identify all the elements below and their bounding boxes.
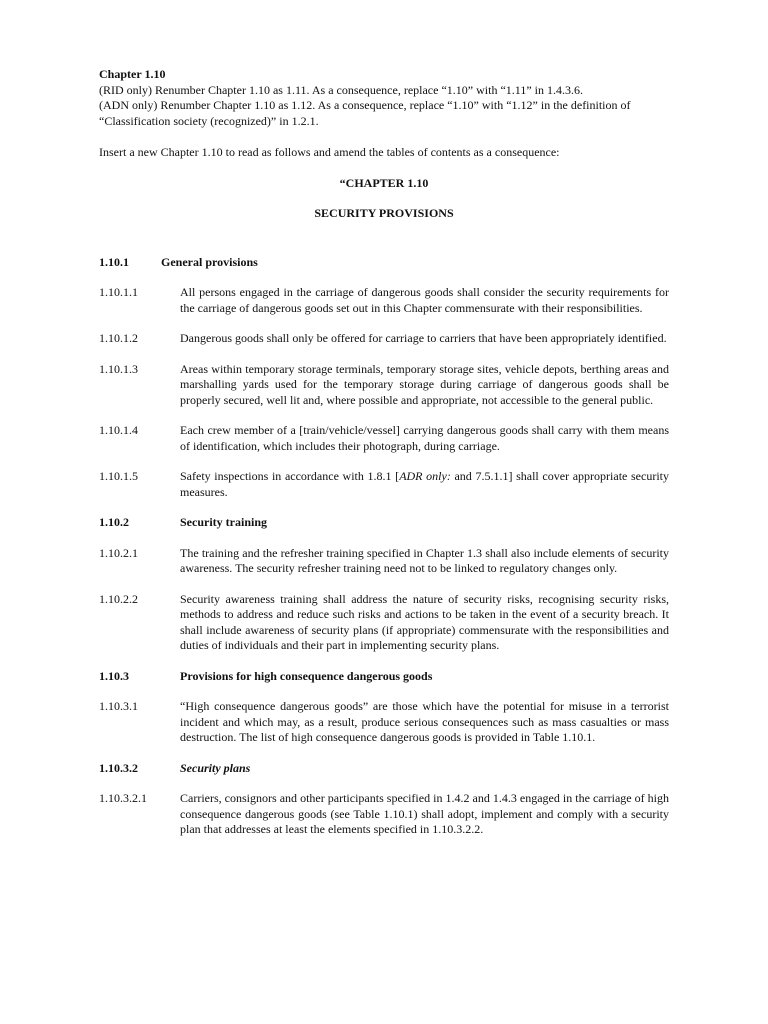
rid-instruction: (RID only) Renumber Chapter 1.10 as 1.11. As a consequence, replace “1.10” with “1.11” in 1.4.3.6.	[99, 82, 583, 97]
paragraph-number: 1.10.1.3	[99, 361, 138, 376]
chapter-title: “CHAPTER 1.10	[339, 175, 429, 190]
paragraph-number: 1.10.1.4	[99, 423, 138, 437]
paragraph-number: 1.10.1.2	[99, 331, 138, 345]
paragraph	[99, 331, 669, 347]
insert-instruction: Insert a new Chapter 1.10 to read as follows and amend the tables of contents as a consequence:	[99, 145, 560, 159]
paragraph-text: “High consequence dangerous goods” are those which have the potential for misuse in a terrorist incident and which may, as a result, produce serious consequences such as mass casualties or mass destruction. The list of high consequence dangerous goods is provided in Table 1.10.1.	[180, 699, 669, 744]
adr-only-note: ADR only:	[399, 469, 451, 483]
chapter-heading: Chapter 1.10	[99, 67, 166, 81]
subsection-heading	[99, 761, 669, 777]
paragraph-number: 1.10.1.1	[99, 285, 138, 299]
paragraph	[99, 592, 669, 654]
paragraph-text: Dangerous goods shall only be offered for carriage to carriers that have been appropriately identified.	[180, 331, 667, 345]
section-heading	[99, 669, 669, 685]
paragraph	[99, 791, 669, 838]
paragraph-number: 1.10.1.5	[99, 469, 138, 483]
subsection-title: Security plans	[180, 760, 251, 775]
paragraph-text: Security awareness training shall address the nature of security risks, recognising security risks, methods to address and reduce such risks and actions to be taken in the event of a security breach. It shall include awareness of security plans (if appropriate) commensurate with the responsibilities and duties of individuals and their part in implementing security plans.	[180, 591, 669, 652]
section-title: Provisions for high consequence dangerous goods	[180, 668, 433, 683]
paragraph	[99, 362, 669, 409]
paragraph	[99, 469, 669, 500]
section-title: Security training	[180, 515, 267, 529]
paragraph-number: 1.10.2.1	[99, 545, 138, 560]
section-title: General provisions	[161, 254, 258, 269]
paragraph	[99, 546, 669, 577]
paragraph-number: 1.10.2.2	[99, 591, 138, 606]
text-run: Safety inspections in accordance with 1.8.1 [	[180, 469, 400, 483]
paragraph	[99, 285, 669, 316]
paragraph	[99, 699, 669, 746]
paragraph-text: The training and the refresher training specified in Chapter 1.3 shall also include elements of security awareness. The security refresher training need not to be linked to regulatory changes only.	[180, 545, 669, 575]
subsection-number: 1.10.3.2	[99, 760, 138, 775]
paragraph-text: Areas within temporary storage terminals, temporary storage sites, vehicle depots, berthing areas and marshalling yards used for the temporary storage during carriage of dangerous goods shall be properly secured, well lit and, where possible and appropriate, not accessible to the general public.	[180, 361, 669, 407]
paragraph-text: Each crew member of a [train/vehicle/vessel] carrying dangerous goods shall carry with them means of identification, which includes their photograph, during carriage.	[180, 423, 669, 453]
section-number: 1.10.1	[99, 254, 129, 269]
section-heading	[99, 515, 669, 531]
paragraph-number: 1.10.3.1	[99, 699, 138, 713]
chapter-subtitle: SECURITY PROVISIONS	[314, 206, 454, 220]
document-page	[99, 67, 669, 838]
adn-instruction: (ADN only) Renumber Chapter 1.10 as 1.12. As a consequence, replace “1.10” with “1.12” in the definition of “Classification society (recognized)” in 1.2.1.	[99, 98, 631, 128]
section-number: 1.10.3	[99, 668, 129, 683]
section-heading	[99, 255, 669, 271]
paragraph-text: Carriers, consignors and other participants specified in 1.4.2 and 1.4.3 engaged in the carriage of high consequence dangerous goods (see Table 1.10.1) shall adopt, implement and comply with a security plan that addresses at least the elements specified in 1.10.3.2.2.	[180, 791, 669, 836]
paragraph-number: 1.10.3.2.1	[99, 791, 147, 805]
section-number: 1.10.2	[99, 515, 129, 529]
intro-block	[99, 67, 669, 161]
paragraph-text: All persons engaged in the carriage of dangerous goods shall consider the security requirements for the carriage of dangerous goods set out in this Chapter commensurate with their responsibilities.	[180, 285, 669, 315]
text-run: and 7.5.1.1] shall cover appropriate security measures.	[180, 469, 669, 499]
paragraph-text	[180, 469, 669, 500]
paragraph	[99, 423, 669, 454]
